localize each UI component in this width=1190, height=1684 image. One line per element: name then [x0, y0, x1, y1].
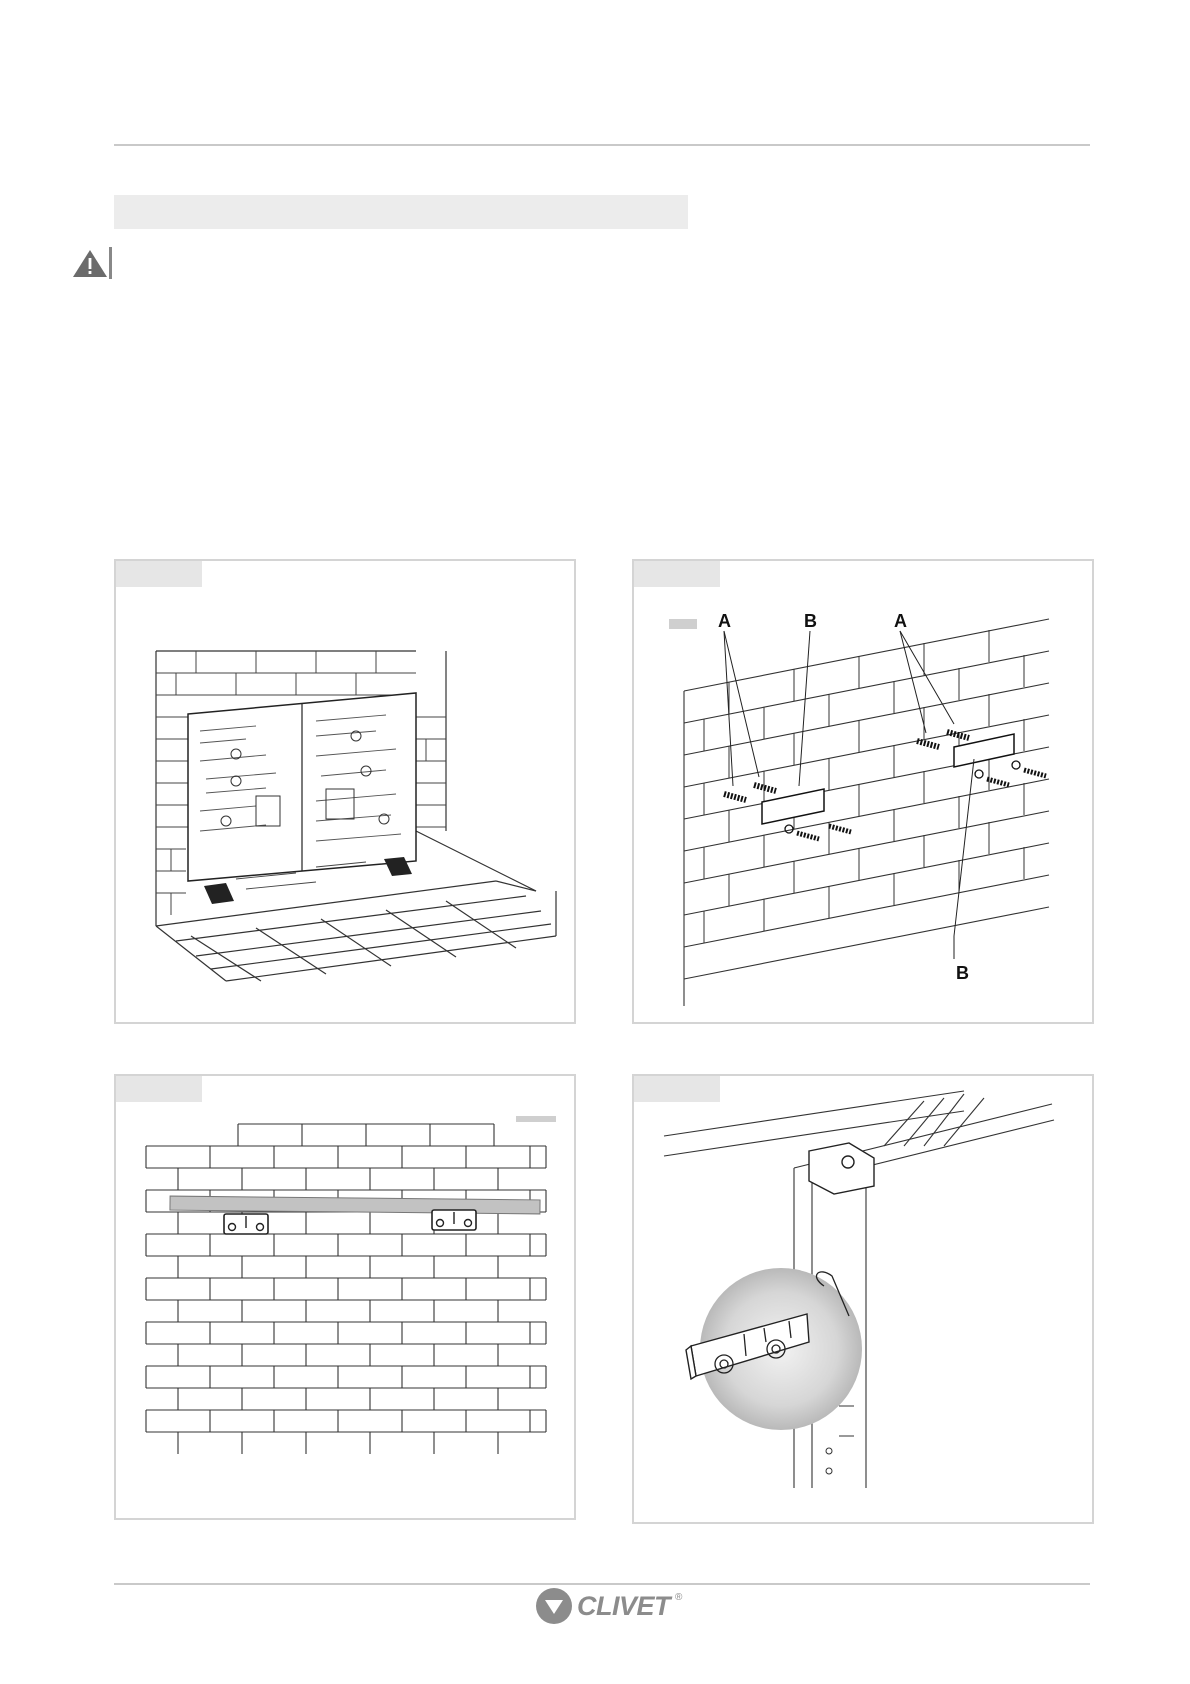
logo-wordmark: CLIVET [577, 1590, 671, 1621]
figure-d-panel [632, 1074, 1094, 1524]
section-title-bar [114, 195, 688, 229]
figure-b-callout-a-left: A [718, 611, 731, 631]
figure-b-callout-b-top: B [804, 611, 817, 631]
warning-triangle-icon [71, 247, 113, 280]
figure-c-illustration [116, 1076, 578, 1522]
logo-registered-mark: ® [675, 1592, 683, 1603]
figure-b-callout-b-bottom: B [956, 963, 969, 983]
footer-rule [114, 1583, 1090, 1585]
figure-b-badge [669, 619, 697, 629]
figure-a-panel [114, 559, 576, 1024]
figure-c-badge [516, 1116, 556, 1122]
figure-b-callout-a-right: A [894, 611, 907, 631]
figure-b-panel [632, 559, 1094, 1024]
figure-c-panel [114, 1074, 576, 1520]
clivet-logo-icon [536, 1588, 572, 1624]
warning-rule [109, 247, 112, 279]
clivet-logo [536, 1586, 682, 1626]
figure-a-illustration [116, 561, 578, 1026]
header-rule [114, 144, 1090, 146]
figure-c-level-bar [170, 1196, 540, 1214]
figure-b-illustration [634, 561, 1096, 1026]
figure-d-illustration [634, 1076, 1096, 1526]
